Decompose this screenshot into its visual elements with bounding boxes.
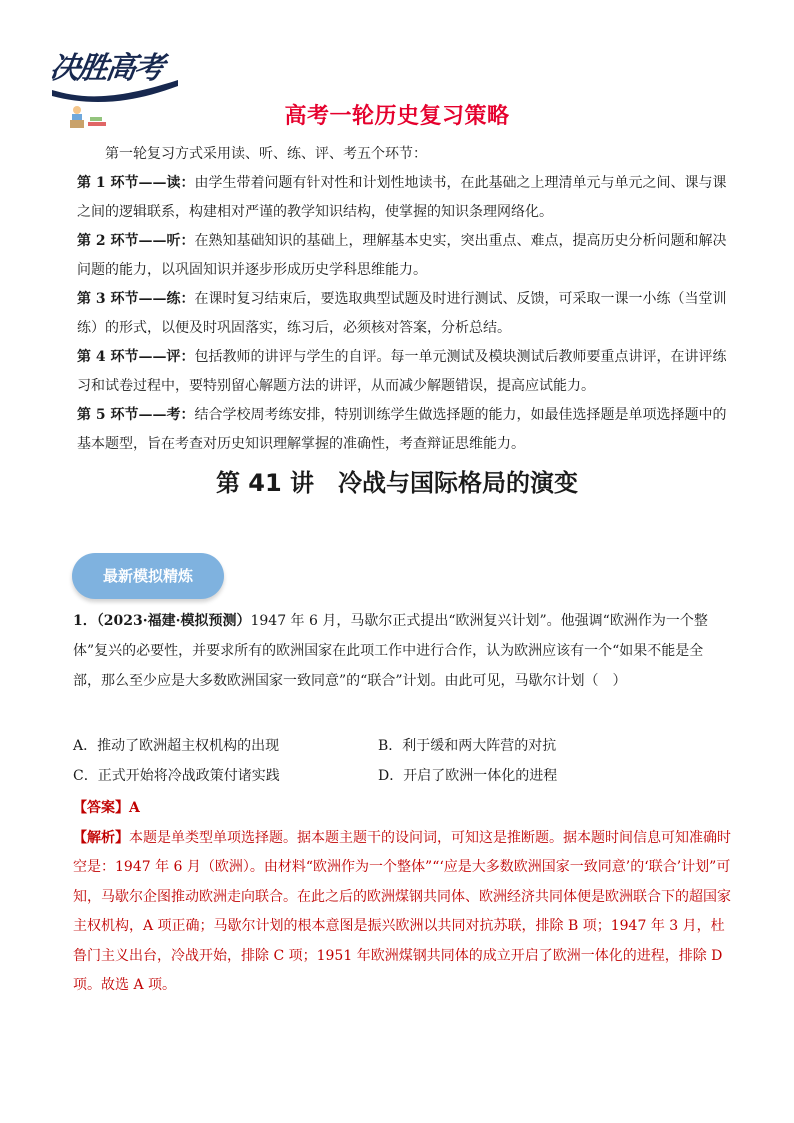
step-label: 第 2 环节——听： — [77, 233, 195, 249]
section-badge: 最新模拟精炼 — [72, 553, 224, 599]
answer-value: A — [129, 800, 140, 816]
step-label: 第 5 环节——考： — [77, 407, 195, 423]
analysis-label: 【解析】 — [73, 829, 129, 846]
answer-label: 【答案】 — [73, 800, 129, 816]
lesson-number: 第 41 讲 — [215, 469, 315, 497]
option-c: C．正式开始将冷战政策付诸实践 — [73, 768, 280, 784]
step-paragraph — [77, 401, 727, 459]
page-title: 高考一轮历史复习策略 — [284, 104, 510, 129]
step-label: 第 3 环节——练： — [77, 291, 195, 307]
step-text: 包括教师的讲评与学生的自评。每一单元测试及模块测试后教师要重点讲评，在讲评练习和试卷过程中，要特别留心解题方法的讲评，从而减少解题错误，提高应试能力。 — [77, 349, 727, 394]
intro-lead: 第一轮复习方式采用读、听、练、评、考五个环节： — [105, 146, 427, 162]
analysis-text: 本题是单类型单项选择题。据本题主题干的设问词，可知这是推断题。据本题时间信息可知准确时空是：1947 年 6 月（欧洲）。由材料“欧洲作为一个整体”“‘应是大多数欧洲国家一致同意’的‘联合’计划”可知，马歇尔企图推动欧洲走向联合。在此之后的欧洲煤钢共同体、欧洲经济共同体便是欧洲联合下的超国家主权机构，A 项正确；马歇尔计划的根本意图是振兴欧洲以共同对抗苏联，排除 B 项；1947 年 3 月，杜鲁门主义出台，冷战开始，排除 C 项；1951 年欧洲煤钢共同体的成立开启了欧洲一体化的进程，排除 D 项。故选 A 项。 — [73, 829, 731, 993]
step-text: 由学生带着问题有针对性和计划性地读书，在此基础之上理清单元与单元之间、课与课之间的逻辑联系，构建相对严谨的教学知识结构，使掌握的知识条理网络化。 — [77, 175, 727, 220]
question-text: 1947 年 6 月，马歇尔正式提出“欧洲复兴计划”。他强调“欧洲作为一个整体”复兴的必要性，并要求所有的欧洲国家在此项工作中进行合作，认为欧洲应该有一个“如果不能是全部，那么至少应是大多数欧洲国家一致同意”的“联合”计划。由此可见，马歇尔计划（ ） — [73, 613, 708, 689]
lesson-title — [0, 466, 794, 500]
question-options — [73, 731, 729, 791]
answer-section — [73, 794, 733, 1001]
step-paragraph — [77, 169, 727, 227]
step-label: 第 1 环节——读： — [77, 175, 195, 191]
step-paragraph — [77, 227, 727, 285]
step-text: 结合学校周考练安排，特别训练学生做选择题的能力，如最佳选择题是单项选择题中的基本题型，旨在考查对历史知识理解掌握的准确性，考查辩证思维能力。 — [77, 407, 727, 452]
option-b: B．利于缓和两大阵营的对抗 — [378, 738, 557, 754]
step-paragraph — [77, 285, 727, 343]
answer-line — [73, 794, 733, 824]
analysis-paragraph — [73, 824, 733, 1001]
intro-section — [77, 140, 727, 459]
option-a: A．推动了欧洲超主权机构的出现 — [73, 738, 280, 754]
question-source: （2023·福建·模拟预测） — [96, 613, 251, 629]
question-number: 1． — [73, 613, 97, 629]
step-text: 在熟知基础知识的基础上，理解基本史实，突出重点、难点，提高历史分析问题和解决问题的能力，以巩固知识并逐步形成历史学科思维能力。 — [77, 233, 727, 278]
logo-text: 决胜高考 — [47, 51, 165, 86]
step-paragraph — [77, 343, 727, 401]
question-stem — [73, 606, 729, 696]
lesson-name: 冷战与国际格局的演变 — [338, 469, 579, 497]
step-text: 在课时复习结束后，要选取典型试题及时进行测试、反馈，可采取一课一小练（当堂训练）的形式，以便及时巩固落实，练习后，必须核对答案，分析总结。 — [77, 291, 727, 336]
option-d: D．开启了欧洲一体化的进程 — [378, 768, 558, 784]
step-label: 第 4 环节——评： — [77, 349, 195, 365]
